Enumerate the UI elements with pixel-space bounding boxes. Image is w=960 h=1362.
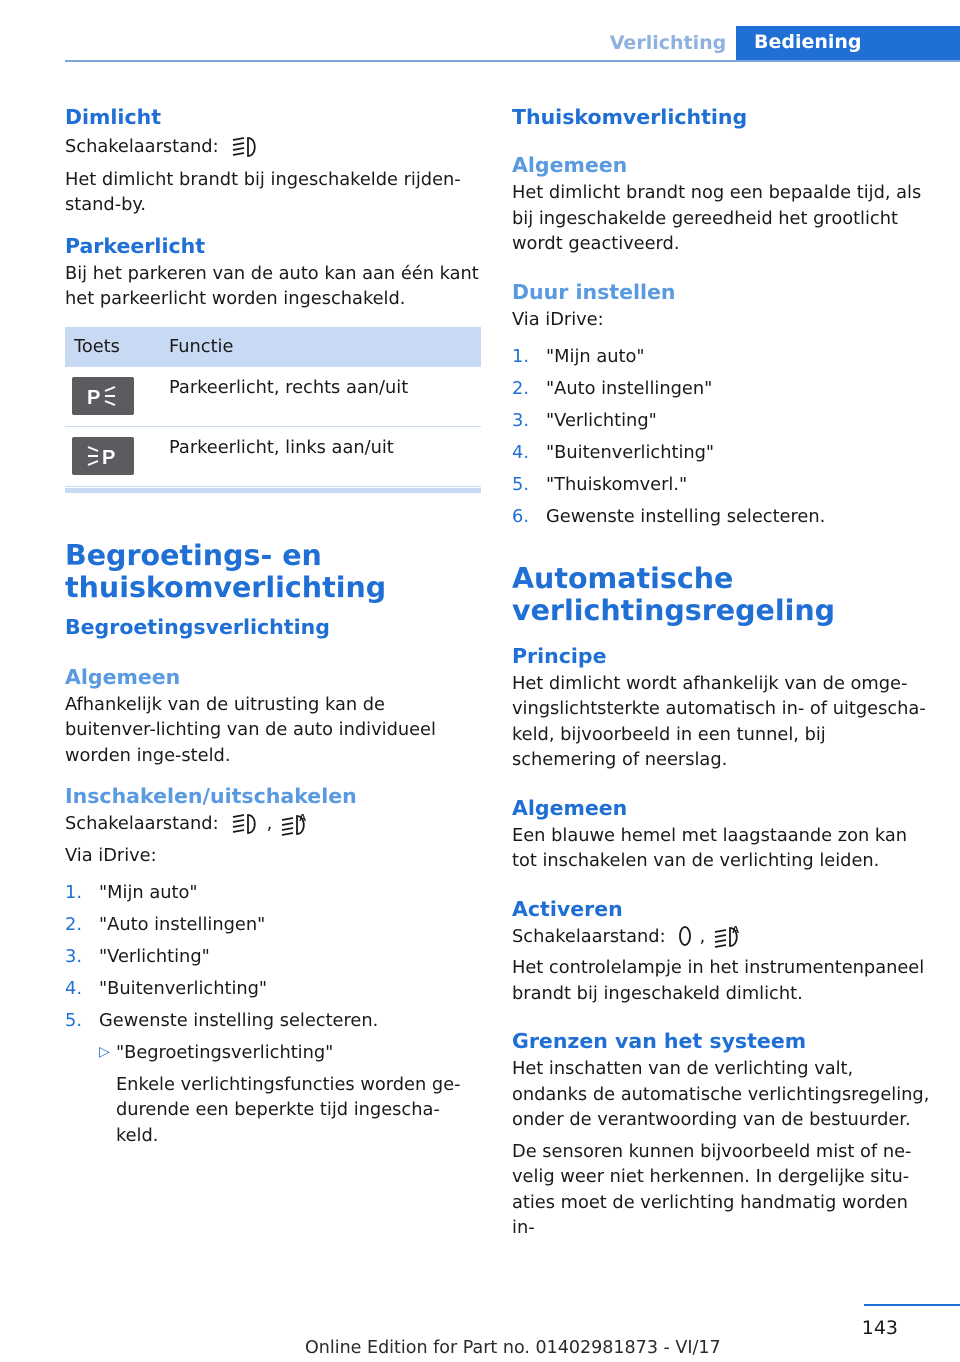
list-item-text: "Mijn auto" xyxy=(546,346,645,367)
header-tab-bediening[interactable]: Bediening xyxy=(736,26,960,62)
list-item-number: 4. xyxy=(512,442,529,463)
list-item-number: 5. xyxy=(65,1010,82,1031)
list-item xyxy=(512,504,932,530)
list-item xyxy=(65,976,481,1002)
light-off-icon xyxy=(678,925,692,947)
list-item xyxy=(65,912,481,938)
switch-position-label: Schakelaarstand: xyxy=(512,925,666,947)
begroetingsverlichting-heading: Begroetingsverlichting xyxy=(65,614,330,639)
begroetings-switch-row xyxy=(65,811,481,837)
list-item xyxy=(512,376,932,402)
table-header xyxy=(65,327,481,367)
triangle-bullet-icon: ▷ xyxy=(99,1044,110,1060)
grenzen-text-2: De sensoren kunnen bijvoorbeeld mist of ne-velig weer niet herkennen. In dergelijke situ-aties moet de verlichting handmatig worden in- xyxy=(512,1140,912,1238)
list-item-text: Gewenste instelling selecteren. xyxy=(99,1010,379,1031)
dimlicht-text: Het dimlicht brandt bij ingeschakelde rijden-stand-by. xyxy=(65,168,461,215)
dimlicht-switch-row xyxy=(65,134,481,160)
table-cell-key xyxy=(65,437,169,475)
auto-regeling-heading: Automatische verlichtingsregeling xyxy=(512,561,836,627)
sub-step-body xyxy=(116,1040,481,1148)
grenzen-heading: Grenzen van het systeem xyxy=(512,1029,807,1053)
table-cell-function: Parkeerlicht, links aan/uit xyxy=(169,436,394,458)
list-item-number: 3. xyxy=(65,946,82,967)
begroetings-steps xyxy=(65,880,481,1034)
list-item-text: "Mijn auto" xyxy=(99,882,198,903)
low-beam-icon xyxy=(231,813,259,835)
list-item xyxy=(65,944,481,970)
activeren-heading: Activeren xyxy=(512,896,623,921)
list-item-number: 6. xyxy=(512,506,529,527)
list-item xyxy=(512,344,932,370)
right-column xyxy=(512,100,932,1241)
duur-instellen-heading: Duur instellen xyxy=(512,279,676,304)
list-item-text: "Verlichting" xyxy=(546,410,657,431)
sub-step-title: "Begroetingsverlichting" xyxy=(115,1042,334,1063)
header-section-link[interactable]: Verlichting xyxy=(609,32,727,54)
table-cell-key xyxy=(65,377,169,415)
table-row xyxy=(65,427,481,487)
table-header-function: Functie xyxy=(169,336,234,357)
parking-light-right-button[interactable] xyxy=(72,377,134,415)
parkeerlicht-heading: Parkeerlicht xyxy=(65,233,206,258)
list-item-text: "Buitenverlichting" xyxy=(546,442,715,463)
begroetings-algemeen-text: Afhankelijk van de uitrusting kan de buitenver-lichting van de auto individueel worden inge-steld. xyxy=(65,693,436,766)
svg-text:A: A xyxy=(732,925,740,937)
begroetings-algemeen-heading: Algemeen xyxy=(65,664,181,689)
inschakelen-heading: Inschakelen/uitschakelen xyxy=(65,784,357,808)
auto-algemeen-heading: Algemeen xyxy=(512,795,628,820)
auto-light-icon xyxy=(713,924,741,948)
list-item-text: "Verlichting" xyxy=(99,946,210,967)
list-item xyxy=(512,440,932,466)
thuiskom-heading: Thuiskomverlichting xyxy=(512,105,748,129)
principe-heading: Principe xyxy=(512,643,607,668)
list-item xyxy=(65,1008,481,1034)
list-item-number: 5. xyxy=(512,474,529,495)
page-number: 143 xyxy=(861,1317,898,1339)
svg-text:A: A xyxy=(299,812,307,824)
svg-text:P: P xyxy=(102,446,116,468)
edition-note: Online Edition for Part no. 01402981873 - VI/17 xyxy=(305,1338,721,1358)
switch-position-label: Schakelaarstand: xyxy=(65,136,219,157)
list-item-text: "Buitenverlichting" xyxy=(99,978,268,999)
list-item-number: 4. xyxy=(65,978,82,999)
thuiskom-steps xyxy=(512,344,932,530)
list-item-number: 2. xyxy=(65,914,82,935)
table-header-key: Toets xyxy=(74,336,120,357)
table-row xyxy=(65,367,481,427)
parking-light-table xyxy=(65,327,481,493)
comma-separator: , xyxy=(699,925,706,947)
table-bottom-rule xyxy=(65,488,481,493)
list-item xyxy=(512,472,932,498)
parking-light-left-button[interactable] xyxy=(72,437,134,475)
parking-light-left-icon xyxy=(85,444,121,468)
footer-rule xyxy=(864,1304,960,1306)
low-beam-icon xyxy=(231,136,259,158)
parkeerlicht-text: Bij het parkeren van de auto kan aan één kant het parkeerlicht worden ingeschakeld. xyxy=(65,262,479,309)
activeren-switch-row xyxy=(512,924,932,950)
list-item-number: 1. xyxy=(65,882,82,903)
parking-light-right-icon xyxy=(85,384,121,408)
list-item-number: 3. xyxy=(512,410,529,431)
header-divider xyxy=(65,60,960,62)
auto-algemeen-text: Een blauwe hemel met laagstaande zon kan tot inschakelen van de verlichting leiden. xyxy=(512,824,908,871)
list-item-text: "Auto instellingen" xyxy=(99,914,266,935)
sub-step-text: Enkele verlichtingsfuncties worden ge-durende een beperkte tijd ingescha-keld. xyxy=(115,1073,461,1146)
list-item xyxy=(65,880,481,906)
thuiskom-algemeen-heading: Algemeen xyxy=(512,153,628,177)
list-item-text: "Thuiskomverl." xyxy=(546,474,688,495)
list-item-number: 2. xyxy=(512,378,529,399)
thuiskom-algemeen-text: Het dimlicht brandt nog een bepaalde tijd, als bij ingeschakelde gereedheid het grootlicht wordt geactiveerd. xyxy=(512,182,922,254)
principe-text: Het dimlicht wordt afhankelijk van de omge-vingslichtsterkte automatisch in- of uitgescha-keld, bijvoorbeeld in een tunnel, bij schemering of neerslag. xyxy=(512,672,926,770)
auto-light-icon xyxy=(280,812,308,836)
begroetings-heading: Begroetings- en thuiskomverlichting xyxy=(65,538,387,604)
via-idrive-label: Via iDrive: xyxy=(65,844,157,866)
list-item-text: Gewenste instelling selecteren. xyxy=(546,506,826,527)
comma-separator: , xyxy=(266,813,273,834)
left-column xyxy=(65,100,481,1148)
table-cell-function: Parkeerlicht, rechts aan/uit xyxy=(169,376,409,398)
dimlicht-heading: Dimlicht xyxy=(65,105,162,129)
grenzen-text-1: Het inschatten van de verlichting valt, ondanks de automatische verlichtingsregeling, onder de verantwoording van de bestuurder. xyxy=(512,1058,930,1130)
via-idrive-label: Via iDrive: xyxy=(512,308,604,330)
list-item xyxy=(512,408,932,434)
activeren-text: Het controlelampje in het instrumentenpaneel brandt bij ingeschakeld dimlicht. xyxy=(512,957,925,1004)
sub-step xyxy=(99,1040,481,1148)
list-item-text: "Auto instellingen" xyxy=(546,378,713,399)
switch-position-label: Schakelaarstand: xyxy=(65,813,219,834)
list-item-number: 1. xyxy=(512,346,529,367)
svg-text:P: P xyxy=(87,386,101,408)
